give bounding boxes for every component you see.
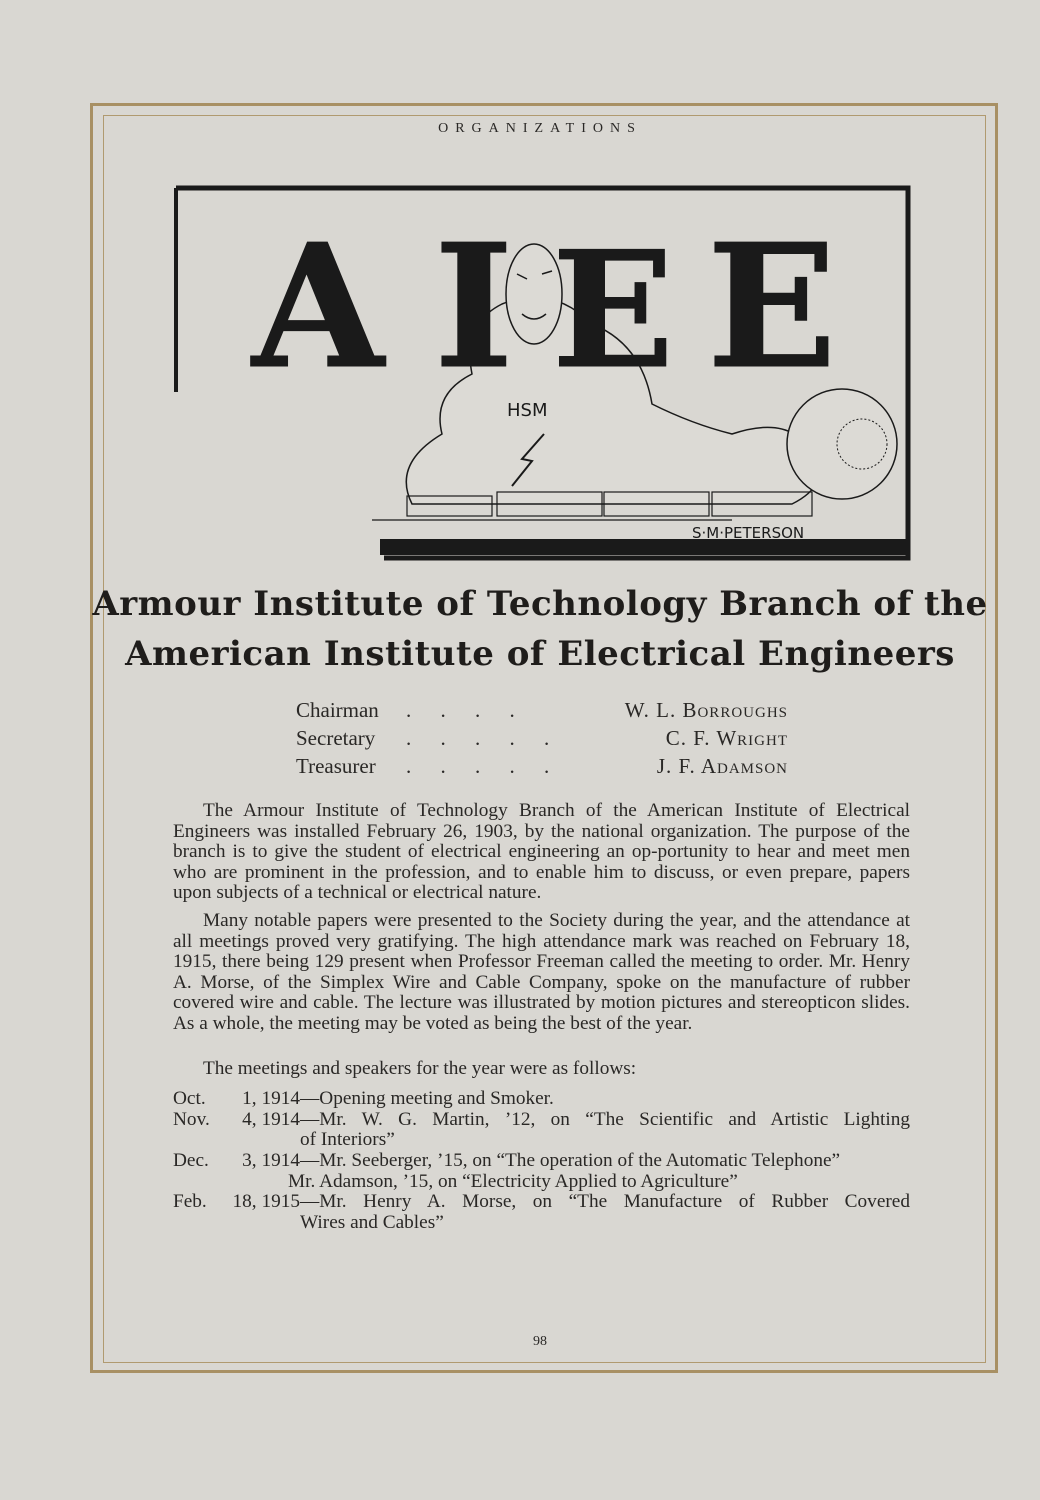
meeting-month: Nov. (173, 1108, 210, 1130)
leader-dots: . . . . . (406, 726, 562, 750)
paragraph-history: The Armour Institute of Technology Branch of the American Institute of Electrical Engineers was installed February 26, 1903, by the national organization. The purpose of the branch is to give the student of electrical engineering an op-portunity to hear and meet men who are prominent in the profession, and to enable him to discuss, or even prepare, papers upon subjects of a technical or electrical nature. (173, 800, 910, 904)
meeting-month: Dec. (173, 1149, 209, 1171)
letter-a: A (252, 207, 384, 407)
meeting-text: —Mr. Seeberger, ’15, on “The operation of the Automatic Telephone” (300, 1149, 841, 1171)
officer-role: Secretary (296, 726, 376, 750)
page-number: 98 (533, 1334, 547, 1349)
letter-i: I (434, 207, 514, 407)
meeting-month: Oct. (173, 1088, 206, 1110)
title-line-2: American Institute of Electrical Engineers (125, 634, 955, 674)
meeting-text-continued: of Interiors” (300, 1129, 395, 1151)
officer-role: Chairman (296, 698, 379, 722)
body-text (173, 801, 910, 1233)
officer-row-chairman (296, 698, 788, 723)
officer-name: C. F. Wright (665, 726, 788, 750)
shirt-text: HSM (507, 400, 548, 421)
paragraph-meetings-summary: Many notable papers were presented to the Society during the year, and the attendance at all meetings proved very gratifying. The high attendance mark was reached on February 18, 1915, there being 129 present when Professor Freeman called the meeting to order. Mr. Henry A. Morse, of the Simplex Wire and Cable Company, spoke on the manufacture of rubber covered wire and cable. The lecture was illustrated by motion pictures and stereopticon slides. As a whole, the meeting may be voted as being the best of the year. (173, 909, 910, 1034)
officer-row-secretary (296, 726, 788, 751)
meeting-item (173, 1192, 910, 1213)
meeting-month: Feb. (173, 1191, 207, 1213)
officer-name: J. F. Adamson (656, 754, 788, 778)
officer-name: W. L. Borroughs (624, 698, 788, 722)
meeting-date: 18, 1915 (232, 1191, 300, 1213)
title-line-1: Armour Institute of Technology Branch of the (92, 584, 988, 624)
running-header: ORGANIZATIONS (438, 121, 642, 136)
letter-e: E (707, 207, 837, 407)
meeting-date: 3, 1914 (242, 1149, 300, 1171)
meeting-item (173, 1151, 910, 1172)
meeting-item (173, 1110, 910, 1131)
meeting-text-continued: Mr. Adamson, ’15, on “Electricity Applied to Agriculture” (288, 1170, 738, 1192)
leader-dots: . . . . (406, 698, 527, 722)
meetings-list (173, 1089, 910, 1233)
officer-role: Treasurer (296, 754, 376, 778)
paragraph-meetings-intro: The meetings and speakers for the year were as follows: (203, 1057, 637, 1079)
meeting-item (173, 1089, 910, 1110)
officer-row-treasurer (296, 754, 788, 779)
meeting-text-continued: Wires and Cables” (300, 1211, 444, 1233)
aiee-illustration (172, 184, 912, 562)
meeting-text: —Opening meeting and Smoker. (300, 1088, 554, 1110)
meeting-text: —Mr. Henry A. Morse, on “The Manufacture of Rubber Covered (300, 1191, 910, 1213)
leader-dots: . . . . . (406, 754, 562, 778)
artist-signature: S·M·PETERSON (692, 524, 805, 542)
meeting-text: —Mr. W. G. Martin, ’12, on “The Scientific and Artistic Lighting (300, 1108, 910, 1130)
meeting-date: 1, 1914 (242, 1088, 300, 1110)
letter-e-partial: E (552, 216, 674, 404)
meeting-date: 4, 1914 (242, 1108, 300, 1130)
